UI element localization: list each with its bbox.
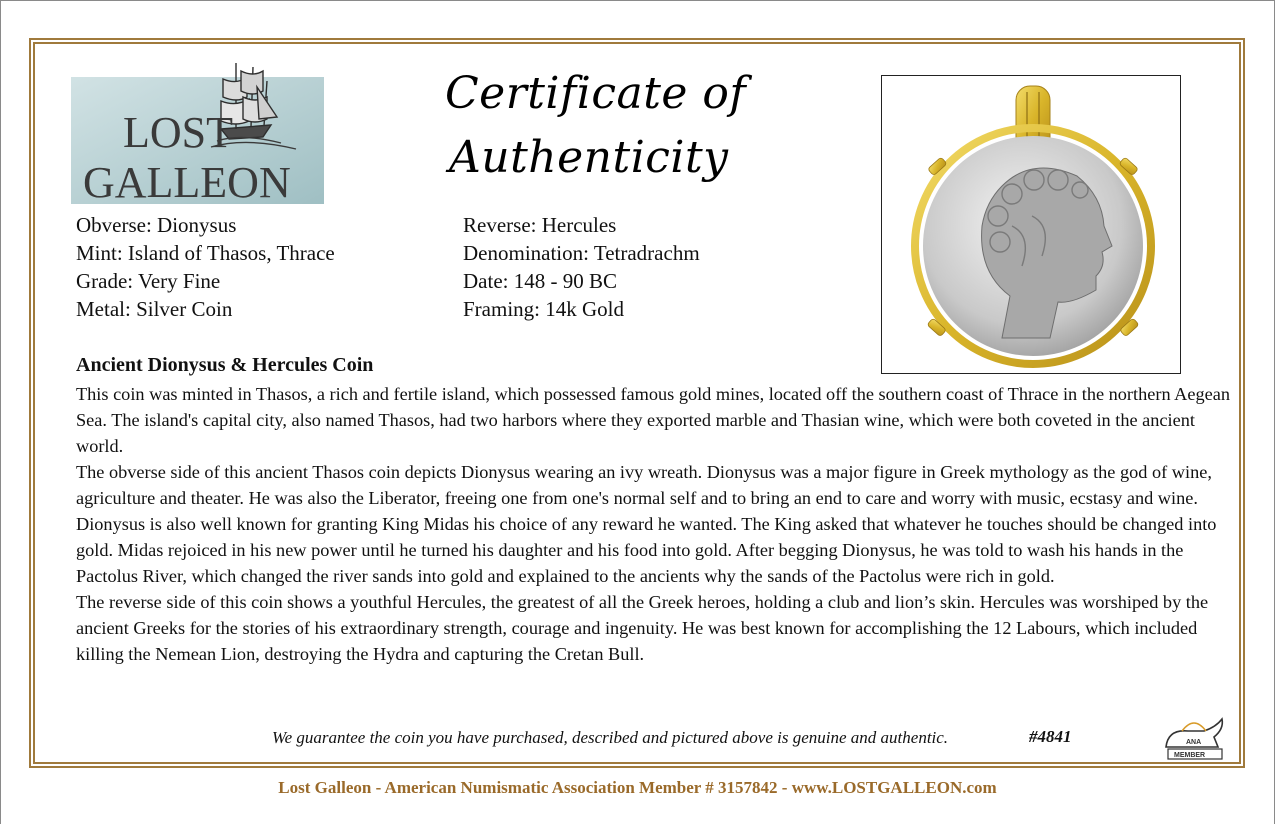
spec-grade: Grade: Very Fine [76,269,221,293]
title-line1: Certificate of [445,68,747,119]
description-paragraph-1: This coin was minted in Thasos, a rich and fertile island, which possessed famous gold mines, located off the southern coast of Thrace in the northern Aegean Sea. The island's capital city, also named Thasos, had two harbors where they exported marble and Thasian wine, which were both coveted in the ancient world. [76,384,1230,456]
certificate-number: #4841 [1029,727,1072,746]
certificate-title [445,62,746,190]
description-paragraph-2: The obverse side of this ancient Thasos coin depicts Dionysus wearing an ivy wreath. Dionysus was a major figure in Greek mythology as the god of wine, agriculture and theater. He was also the Liberator, freeing one from one's normal self and to bring an end to care and worry with music, ecstasy and wine. Dionysus is also well known for granting King Midas his choice of any reward he wanted. The King asked that whatever he touches should be changed into gold. Midas rejoiced in his new power until he turned his daughter and his food into gold. After begging Dionysus, he was told to wash his hands in the Pactolus River, which changed the river sands into gold and explained to the ancients why the sands of the Pactolus were rich in gold. [76,462,1217,586]
logo-line2: GALLEON [83,158,291,204]
coin-photo [881,75,1181,374]
guarantee-statement: We guarantee the coin you have purchased, described and pictured above is genuine and authentic. [272,728,949,747]
footer-text: Lost Galleon - American Numismatic Association Member # 3157842 - www.LOSTGALLEON.com [278,778,997,797]
spec-mint: Mint: Island of Thasos, Thrace [76,241,335,265]
description-heading: Ancient Dionysus & Hercules Coin [76,354,374,376]
description-paragraph-3: The reverse side of this coin shows a youthful Hercules, the greatest of all the Greek heroes, holding a club and lion’s skin. Hercules was worshiped by the ancient Greeks for the stories of his extraordinary strength, courage and ingenuity. He was best known for accomplishing the 12 Labours, which included killing the Nemean Lion, destroying the Hydra and capturing the Cretan Bull. [76,592,1209,664]
ana-member-badge [1158,707,1230,761]
title-line2: Authenticity [449,132,729,183]
coin-pendant-icon [882,76,1179,372]
spec-denomination: Denomination: Tetradrachm [463,241,700,265]
ana-badge-bottom: MEMBER [1174,752,1206,759]
specs-right [463,211,700,323]
logo-line1: LOST [123,108,233,157]
specs-left [76,211,335,323]
spec-date: Date: 148 - 90 BC [463,269,617,293]
spec-reverse: Reverse: Hercules [463,213,617,237]
ana-badge-top: ANA [1186,739,1202,746]
spec-framing: Framing: 14k Gold [463,297,624,321]
spec-metal: Metal: Silver Coin [76,297,233,321]
lost-galleon-logo [71,57,324,204]
description-body [76,381,1236,667]
spec-obverse: Obverse: Dionysus [76,213,237,237]
